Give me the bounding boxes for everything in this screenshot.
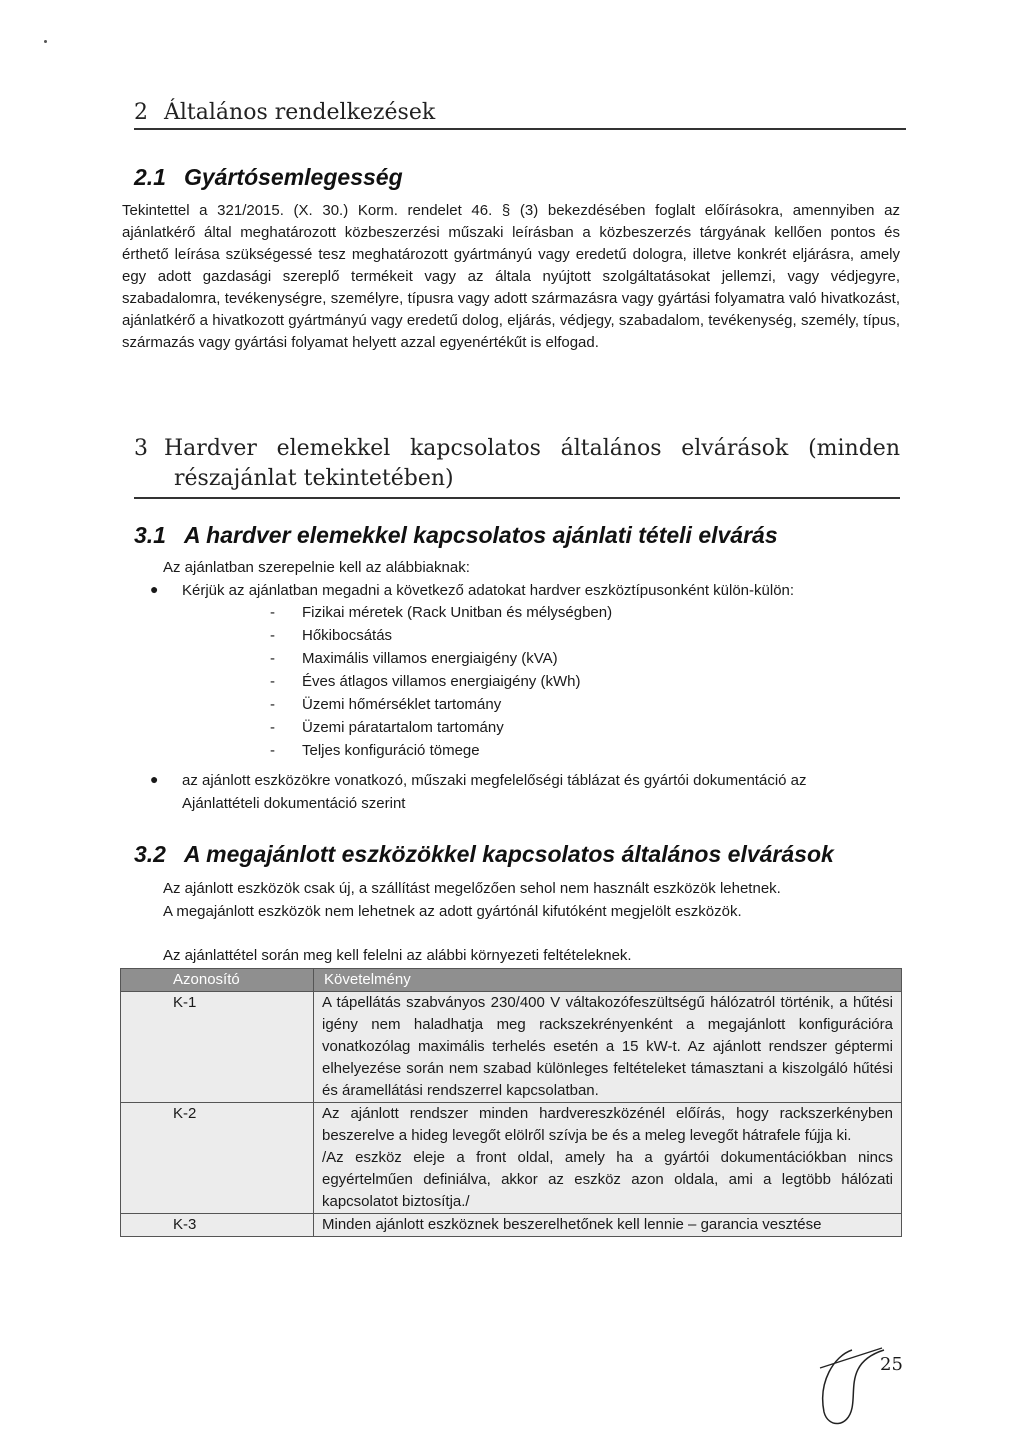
subsection-2-1-number: 2.1	[134, 164, 166, 190]
dash-item-2: Hőkibocsátás	[302, 627, 393, 644]
bullet-2-line-1: az ajánlott eszközökre vonatkozó, műszaki megfelelőségi táblázat és gyártói dokumentáció az	[182, 772, 807, 789]
scan-speck	[44, 40, 47, 43]
table-header-row	[121, 969, 902, 992]
dash-item-1: Fizikai méretek (Rack Unitban és mélységben)	[302, 604, 613, 621]
neutrality-paragraph: Tekintettel a 321/2015. (X. 30.) Korm. rendelet 46. § (3) bekezdésében foglalt előírásokra, amennyiben az ajánlatkérő által meghatározott közbeszerzési műszaki leírásban a közbeszerzés tárgyának kellően pontos és érthető leírása szükségessé tesz meghatározott gyártmányú vagy eredetű dologra, illetve konkrét eljárásra, amely egy adott gazdasági szereplő termékeit vagy az általa nyújtott szolgáltatásokat jellemzi, vagy védjegyre, szabadalomra, tevékenységre, személyre, típusra vagy adott származásra vagy gyártási folyamatra való hivatkozást, ajánlatkérő a hivatkozott gyártmányú vagy eredetű dolog, eljárás, védjegy, szabadalom, tevékenység, személy, típus, származás vagy gyártási folyamat helyett azzal egyenértékűt is elfogad.	[122, 202, 900, 351]
section-3-heading	[134, 434, 900, 499]
dash-icon: -	[270, 673, 275, 690]
section-3-number: 3	[134, 436, 148, 461]
row-id: K-1	[121, 992, 314, 1103]
section-3-title-line2: részajánlat tekintetében)	[174, 466, 454, 491]
subsection-2-1-title: Gyártósemlegesség	[184, 164, 403, 190]
dash-icon: -	[270, 742, 275, 759]
section-3-title-line1: Hardver elemekkel kapcsolatos általános elvárások (minden	[164, 436, 900, 461]
dash-item-5: Üzemi hőmérséklet tartomány	[302, 696, 502, 713]
dash-item-4: Éves átlagos villamos energiaigény (kWh)	[302, 673, 581, 690]
bullet-icon: ●	[150, 771, 159, 787]
subsection-3-2-title: A megajánlott eszközökkel kapcsolatos általános elvárások	[184, 841, 834, 867]
row-text: A tápellátás szabványos 230/400 V váltakozófeszültségű hálózatról történik, a hűtési igény nem haladhatja meg rackszekrényenként a megajánlott konfigurációra vonatkozólag maximális terhelés esetén a 15 kW-t. Az ajánlott rendszer géptermi elhelyezése során nem szabad különleges feltételeket támasztani a kiszolgáló hűtési és áramellátási rendszerrel kapcsolatban.	[314, 992, 902, 1103]
table-row	[121, 992, 902, 1103]
offer-intro: Az ajánlatban szerepelnie kell az alábbiaknak:	[163, 559, 470, 576]
subsection-3-1-title: A hardver elemekkel kapcsolatos ajánlati tételi elvárás	[184, 522, 778, 548]
section-2-number: 2	[134, 100, 148, 125]
requirements-table	[120, 968, 902, 1237]
table-intro: Az ajánlattétel során meg kell felelni az alábbi környezeti feltételeknek.	[163, 947, 632, 964]
table-row	[121, 1214, 902, 1237]
dash-item-6: Üzemi páratartalom tartomány	[302, 719, 504, 736]
subsection-3-2-heading	[134, 841, 834, 868]
row-text-part-2: /Az eszköz eleje a front oldal, amely ha a gyártói dokumentációkban nincs egyértelműen definiálva, akkor az eszköz azon oldala, ami a legtöbb hálózati kapcsolatot biztosítja./	[322, 1149, 893, 1210]
requirement-line-2: A megajánlott eszközök nem lehetnek az adott gyártónál kifutóként megjelölt eszközök.	[163, 903, 742, 920]
row-text: Minden ajánlott eszköznek beszerelhetőnek kell lennie – garancia vesztése	[314, 1214, 902, 1237]
row-id: K-3	[121, 1214, 314, 1237]
subsection-3-1-number: 3.1	[134, 522, 166, 548]
subsection-3-2-number: 3.2	[134, 841, 166, 867]
bullet-2-line-2: Ajánlattételi dokumentáció szerint	[182, 795, 406, 812]
dash-icon: -	[270, 650, 275, 667]
page-number: 25	[880, 1354, 903, 1375]
header-id: Azonosító	[121, 969, 314, 992]
dash-icon: -	[270, 604, 275, 621]
row-text-part-1: Az ajánlott rendszer minden hardvereszközénél előírás, hogy rackszerkényben beszerelve a hideg levegőt elölről szívja be és a meleg levegőt hátrafele fújja ki.	[322, 1105, 893, 1144]
dash-item-3: Maximális villamos energiaigény (kVA)	[302, 650, 558, 667]
row-text	[314, 1103, 902, 1214]
header-requirement: Követelmény	[314, 969, 902, 992]
dash-icon: -	[270, 719, 275, 736]
bullet-1-text: Kérjük az ajánlatban megadni a következő adatokat hardver eszköztípusonként külön-külön:	[182, 582, 795, 599]
subsection-3-1-heading	[134, 522, 778, 549]
row-id: K-2	[121, 1103, 314, 1214]
section-2-heading	[134, 100, 906, 130]
bullet-icon: ●	[150, 581, 159, 597]
table-row	[121, 1103, 902, 1214]
section-2-title: Általános rendelkezések	[164, 100, 436, 125]
subsection-2-1-heading	[134, 164, 403, 191]
dash-item-7: Teljes konfiguráció tömege	[302, 742, 480, 759]
requirement-line-1: Az ajánlott eszközök csak új, a szállítást megelőzően sehol nem használt eszközök lehetnek.	[163, 880, 781, 897]
dash-icon: -	[270, 627, 275, 644]
dash-icon: -	[270, 696, 275, 713]
